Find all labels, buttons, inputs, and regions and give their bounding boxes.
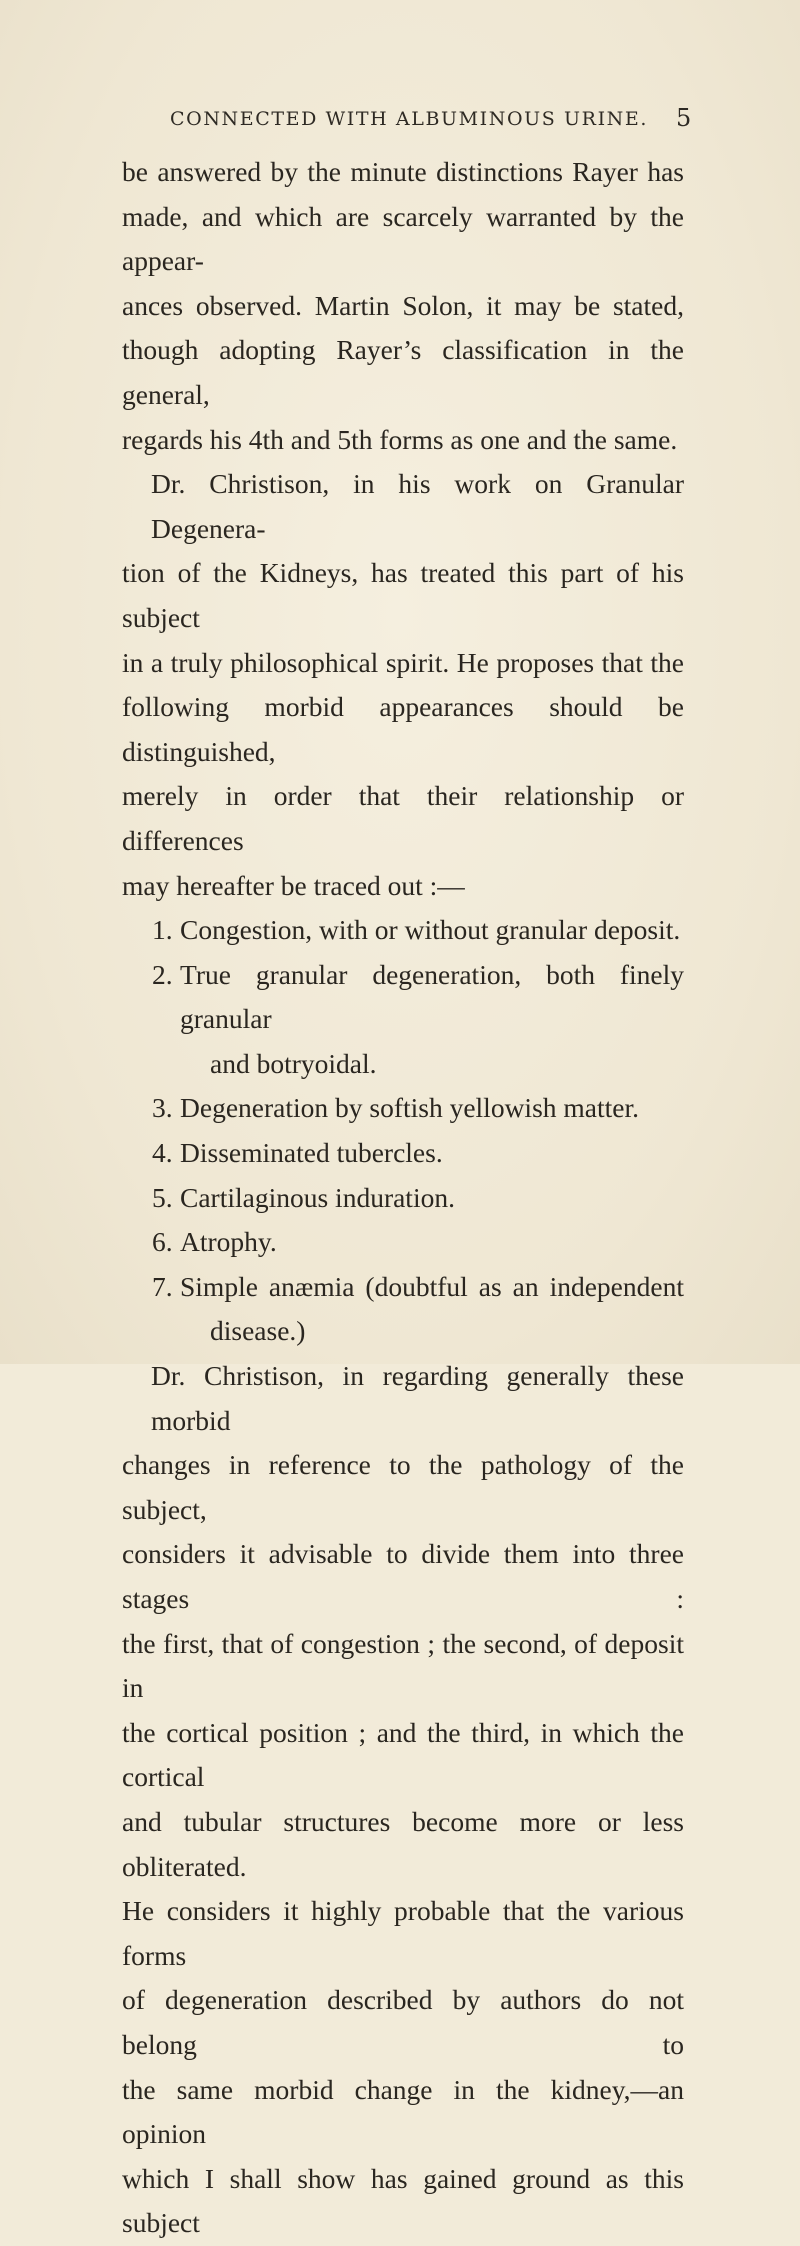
list-item <box>122 1086 684 1131</box>
list-text: Congestion, with or without granular deposit. <box>180 914 681 946</box>
list-number: 4. <box>152 1137 173 1169</box>
text-line: considers it advisable to divide them into three stages : <box>122 1538 684 1614</box>
list-text: and botryoidal. <box>210 1047 377 1079</box>
text-line: the cortical position ; and the third, in which the cortical <box>122 1716 684 1793</box>
text-line: ances observed. Martin Solon, it may be stated, <box>122 289 684 321</box>
list-number: 5. <box>152 1181 173 1213</box>
text-line: though adopting Rayer’s classification in the general, <box>122 334 684 410</box>
text-line: Dr. Christison, in his work on Granular Degenera- <box>151 468 684 544</box>
text-line: merely in order that their relationship or differences <box>122 780 684 856</box>
text-line: which I shall show has gained ground as this subject <box>122 2162 684 2239</box>
page-number: 5 <box>676 104 692 132</box>
list-text: Simple anæmia (doubtful as an independent <box>180 1270 684 1302</box>
list-number: 7. <box>152 1270 173 1302</box>
list-item <box>122 908 684 953</box>
list-item-continuation <box>122 1042 684 1087</box>
paragraph-1 <box>122 150 684 462</box>
list-text: True granular degeneration, both finely granular <box>180 958 684 1035</box>
list-number: 2. <box>152 958 173 990</box>
text-line: be answered by the minute distinctions Rayer has <box>122 156 684 187</box>
text-line: may hereafter be traced out :— <box>122 869 465 901</box>
list-text: Disseminated tubercles. <box>180 1137 443 1169</box>
morbid-appearances-list <box>122 908 684 1354</box>
list-item <box>122 1265 684 1310</box>
text-line: He considers it highly probable that the various forms <box>122 1895 684 1971</box>
list-number: 6. <box>152 1226 173 1258</box>
list-item <box>122 1176 684 1221</box>
paragraph-2 <box>122 462 684 908</box>
list-number: 3. <box>152 1092 173 1124</box>
text-line: tion of the Kidneys, has treated this part of his subject <box>122 557 684 633</box>
text-line: in a truly philosophical spirit. He proposes that the <box>122 646 684 678</box>
list-item <box>122 953 684 1042</box>
list-item-continuation <box>122 1309 684 1354</box>
list-text: Degeneration by softish yellowish matter. <box>180 1092 640 1124</box>
running-header: CONNECTED WITH ALBUMINOUS URINE. <box>170 108 649 130</box>
text-line: the first, that of congestion ; the second, of deposit in <box>122 1627 684 1704</box>
list-text: Cartilaginous induration. <box>180 1181 455 1213</box>
paragraph-3 <box>122 1354 684 2246</box>
list-item <box>122 1131 684 1176</box>
text-line: of degeneration described by authors do not belong to <box>122 1984 684 2060</box>
list-number: 1. <box>152 914 173 946</box>
body-text <box>122 150 684 2246</box>
list-item <box>122 1220 684 1265</box>
list-text: Atrophy. <box>180 1226 277 1258</box>
text-line: following morbid appearances should be distinguished, <box>122 691 684 767</box>
text-line: changes in reference to the pathology of the subject, <box>122 1449 684 1525</box>
list-text: disease.) <box>210 1315 306 1347</box>
text-line: Dr. Christison, in regarding generally these morbid <box>151 1360 684 1436</box>
text-line: regards his 4th and 5th forms as one and the same. <box>122 423 678 455</box>
text-line: and tubular structures become more or less obliterated. <box>122 1805 684 1882</box>
text-line: the same morbid change in the kidney,—an opinion <box>122 2073 684 2150</box>
text-line: made, and which are scarcely warranted by the appear- <box>122 200 684 277</box>
